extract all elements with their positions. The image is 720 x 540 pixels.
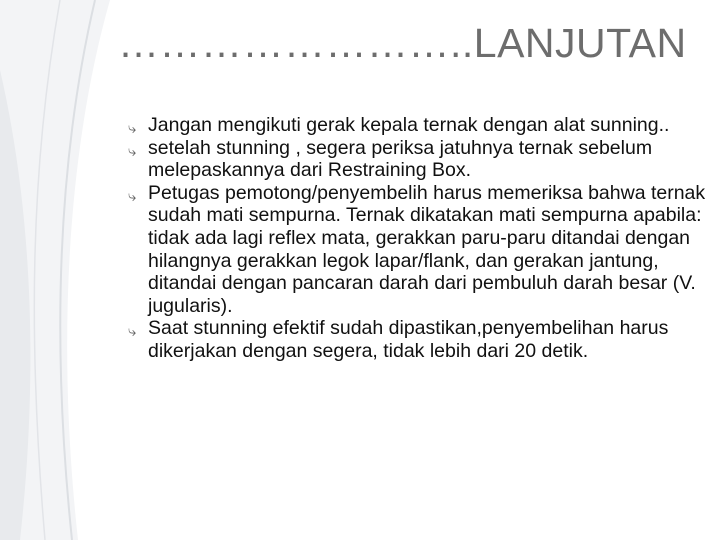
bullet-item xyxy=(128,137,708,182)
slide-title: ……………………..LANJUTAN xyxy=(118,20,687,66)
bullet-text: Jangan mengikuti gerak kepala ternak dengan alat sunning.. xyxy=(148,114,670,136)
curved-arrow-icon: ⤷ xyxy=(128,322,137,341)
bullet-text: setelah stunning , segera periksa jatuhnya ternak sebelum melepaskannya dari Restraining Box. xyxy=(148,136,653,182)
decorative-curve-line xyxy=(60,0,95,540)
bullet-item xyxy=(128,317,708,362)
curved-arrow-icon: ⤷ xyxy=(128,186,137,205)
bullet-item xyxy=(128,182,708,318)
decorative-curve-line-2 xyxy=(34,0,60,540)
decorative-swoosh-mid xyxy=(0,70,30,540)
bullet-text: Saat stunning efektif sudah dipastikan,penyembelihan harus dikerjakan dengan segera, tidak lebih dari 20 detik. xyxy=(148,317,669,362)
curved-arrow-icon: ⤷ xyxy=(128,141,137,160)
decorative-swoosh-top xyxy=(0,0,110,540)
curved-arrow-icon: ⤷ xyxy=(128,119,137,137)
bullet-item xyxy=(128,114,708,137)
bullet-list xyxy=(128,114,708,363)
bullet-text: Petugas pemotong/penyembelih harus memeriksa bahwa ternak sudah mati sempurna. Ternak dikatakan mati sempurna apabila: tidak ada lagi reflex mata, gerakkan paru-paru ditandai dengan hilangnya gerakkan legok lapar/flank, dan gerakan jantung, ditandai dengan pancaran darah dari pembuluh darah besar (V. jugularis). xyxy=(148,181,706,317)
